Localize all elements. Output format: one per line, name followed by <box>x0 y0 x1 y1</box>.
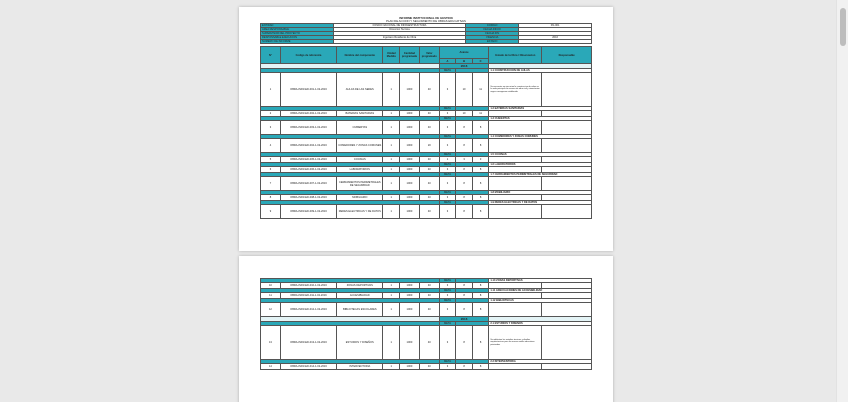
row-number: 8 <box>261 195 281 201</box>
table-row <box>261 177 592 191</box>
row-number: 5 <box>261 157 281 163</box>
col-subheader: A <box>439 59 456 64</box>
row-component-name: CERRAMIENTOS PERIMETRALES DE SEGURIDAD <box>337 177 383 191</box>
row-observation <box>489 364 542 370</box>
row-code: OBRA-INFR-ED-013-1-02-2016 <box>280 326 336 360</box>
table-header-row <box>261 47 592 59</box>
row-progress-a: 3 <box>439 167 456 173</box>
row-value: 40 <box>419 293 439 299</box>
row-quantity: 1000 <box>400 303 420 317</box>
group-tag: META <box>439 135 456 139</box>
row-code: OBRA-INFR-ED-012-1-02-2016 <box>280 303 336 317</box>
header-label: AREA RESPONSABLE <box>261 28 334 32</box>
header-value: 2016 <box>519 36 592 40</box>
group-label: 2.2 INTERVENTORIA <box>489 360 592 364</box>
row-progress-b: 10 <box>456 111 473 117</box>
row-component-name: COMEDORES Y ZONAS COMUNES <box>337 139 383 153</box>
row-progress-b: 8 <box>456 205 473 219</box>
row-component-name: AULAS DE LAS SEDES <box>337 73 383 107</box>
header-value <box>519 40 592 44</box>
row-value: 40 <box>419 157 439 163</box>
row-unit: 1 <box>383 283 400 289</box>
header-value: Ingeniero Residente de Obra <box>333 36 465 40</box>
row-component-name: LABORATORIOS <box>337 167 383 173</box>
row-quantity: 1000 <box>400 205 420 219</box>
row-progress-c: 3 <box>472 157 489 163</box>
spreadsheet-sheet <box>260 278 592 370</box>
header-label: FECHA INICIO <box>466 28 519 32</box>
row-value: 40 <box>419 195 439 201</box>
row-number: 13 <box>261 326 281 360</box>
table-body <box>261 69 592 219</box>
row-quantity: 1000 <box>400 73 420 107</box>
header-label: ESTADO <box>466 40 519 44</box>
row-value: 40 <box>419 111 439 117</box>
group-tag: META <box>439 153 456 157</box>
group-label: 1.5 COCINAS <box>489 153 592 157</box>
row-unit: 1 <box>383 326 400 360</box>
row-progress-b: 8 <box>456 326 473 360</box>
table-row <box>261 139 592 153</box>
group-label: 1.1 CONSTRUCCION DE AULAS <box>489 69 592 73</box>
row-responsible <box>542 139 592 153</box>
row-value: 20 <box>419 139 439 153</box>
row-unit: 1 <box>383 205 400 219</box>
header-row <box>261 40 592 44</box>
row-progress-c: 8 <box>472 139 489 153</box>
row-number: 14 <box>261 364 281 370</box>
row-number: 6 <box>261 167 281 173</box>
row-value: 40 <box>419 283 439 289</box>
row-number: 2 <box>261 111 281 117</box>
table-row <box>261 326 592 360</box>
row-code: OBRA-INFR-ED-006-1-02-2016 <box>280 167 336 173</box>
group-tag: META <box>439 299 456 303</box>
group-tag: META <box>439 107 456 111</box>
row-progress-c: 8 <box>472 177 489 191</box>
col-header: Unidad Medida <box>383 47 400 64</box>
row-unit: 1 <box>383 167 400 173</box>
row-quantity: 1000 <box>400 121 420 135</box>
row-observation <box>489 205 542 219</box>
row-observation: Se encuentra en ejecucion la construccion de aulas en la sede principal con avance de obra civil y cimentacion segun cronograma establecido <box>489 73 542 107</box>
row-component-name: COCINAS <box>337 157 383 163</box>
row-progress-b: 8 <box>456 364 473 370</box>
row-progress-b: 8 <box>456 167 473 173</box>
data-table <box>260 46 592 219</box>
row-quantity: 1000 <box>400 157 420 163</box>
document-header <box>260 17 592 44</box>
row-responsible <box>542 121 592 135</box>
row-number: 12 <box>261 303 281 317</box>
row-progress-a: 3 <box>439 283 456 289</box>
row-value: 40 <box>419 364 439 370</box>
group-tag: META <box>439 173 456 177</box>
row-quantity: 1000 <box>400 293 420 299</box>
row-progress-b: 8 <box>456 195 473 201</box>
row-responsible <box>542 205 592 219</box>
table-row <box>261 73 592 107</box>
row-quantity: 1000 <box>400 364 420 370</box>
group-label: 1.9 REDES ELECTRICAS Y DE DATOS <box>489 201 592 205</box>
group-label: 1.12 BIBLIOTECAS <box>489 299 592 303</box>
group-tag: META <box>439 322 456 326</box>
document-page-1 <box>239 7 613 251</box>
col-header: Nombre del componente <box>337 47 383 64</box>
row-unit: 1 <box>383 293 400 299</box>
row-progress-c: 11 <box>472 73 489 107</box>
row-progress-a: 3 <box>439 139 456 153</box>
row-responsible <box>542 177 592 191</box>
row-unit: 1 <box>383 195 400 201</box>
year-label: 2016 <box>439 64 489 69</box>
row-progress-b: 8 <box>456 293 473 299</box>
header-value: FN-001 <box>519 24 592 28</box>
table-row <box>261 205 592 219</box>
row-component-name: ZONAS DEPORTIVAS <box>337 283 383 289</box>
group-label: 1.7 CERRAMIENTOS PERIMETRALES DE SEGURIDAD <box>489 173 592 177</box>
header-label: VIGENCIA <box>466 36 519 40</box>
row-number: 3 <box>261 121 281 135</box>
row-component-name: BATERIAS SANITARIAS <box>337 111 383 117</box>
group-label: 1.8 MOBILIARIO <box>489 191 592 195</box>
row-value: 40 <box>419 73 439 107</box>
col-header: N° <box>261 47 281 64</box>
row-value: 40 <box>419 205 439 219</box>
row-progress-a: 3 <box>439 111 456 117</box>
row-progress-a: 3 <box>439 293 456 299</box>
row-code: OBRA-INFR-ED-014-1-02-2016 <box>280 364 336 370</box>
row-number: 1 <box>261 73 281 107</box>
group-tag: META <box>439 360 456 364</box>
row-progress-c: 8 <box>472 283 489 289</box>
row-component-name: REDES ELECTRICAS Y DE DATOS <box>337 205 383 219</box>
row-number: 7 <box>261 177 281 191</box>
group-label: 1.3 CUBIERTAS <box>489 117 592 121</box>
header-label: ENTIDAD <box>261 24 334 28</box>
row-quantity: 1000 <box>400 111 420 117</box>
spreadsheet-sheet <box>260 17 592 219</box>
group-tag: META <box>439 163 456 167</box>
row-code: OBRA-INFR-ED-001-1-02-2016 <box>280 73 336 107</box>
row-value: 40 <box>419 121 439 135</box>
table-row <box>261 121 592 135</box>
group-label: 1.11 ADECUACIONES DE ACCESIBILIDAD <box>489 289 592 293</box>
group-label: 1.4 COMEDORES Y ZONAS COMUNES <box>489 135 592 139</box>
row-component-name: BIBLIOTECAS ESCOLARES <box>337 303 383 317</box>
col-header: Avance <box>439 47 489 59</box>
row-progress-c: 8 <box>472 205 489 219</box>
row-progress-a: 3 <box>439 205 456 219</box>
group-tag: META <box>439 201 456 205</box>
row-observation: Se adelantan los estudios tecnicos y diseños arquitectonicos para las nuevas sedes educativas priorizadas <box>489 326 542 360</box>
row-quantity: 1000 <box>400 283 420 289</box>
row-unit: 1 <box>383 121 400 135</box>
table-body <box>261 279 592 370</box>
row-code: OBRA-INFR-ED-003-1-02-2016 <box>280 121 336 135</box>
row-progress-b: 8 <box>456 121 473 135</box>
row-progress-c: 8 <box>472 293 489 299</box>
group-tag: META <box>439 279 456 283</box>
group-label: 1.2 BATERIAS SANITARIAS <box>489 107 592 111</box>
col-subheader: B <box>456 59 473 64</box>
header-label: SUPERVISOR DEL PROYECTO <box>261 32 334 36</box>
row-number: 9 <box>261 205 281 219</box>
row-progress-a: 3 <box>439 177 456 191</box>
header-value <box>333 40 465 44</box>
row-progress-a: 3 <box>439 121 456 135</box>
row-unit: 1 <box>383 111 400 117</box>
row-progress-c: 8 <box>472 326 489 360</box>
row-code: OBRA-INFR-ED-005-1-02-2016 <box>280 157 336 163</box>
row-progress-c: 8 <box>472 364 489 370</box>
row-progress-a: 3 <box>439 195 456 201</box>
row-component-name: ESTUDIOS Y DISEÑOS <box>337 326 383 360</box>
row-observation <box>489 121 542 135</box>
year-label: 2016 <box>439 317 489 322</box>
row-component-name: ACCESIBILIDAD <box>337 293 383 299</box>
row-code: OBRA-INFR-ED-010-1-02-2016 <box>280 283 336 289</box>
row-number: 11 <box>261 293 281 299</box>
row-unit: 1 <box>383 73 400 107</box>
row-progress-b: 3 <box>456 157 473 163</box>
document-page-2 <box>239 256 613 402</box>
row-code: OBRA-INFR-ED-008-1-02-2016 <box>280 195 336 201</box>
table-row <box>261 303 592 317</box>
row-unit: 1 <box>383 139 400 153</box>
col-header: Responsable <box>542 47 592 64</box>
group-label: 1.10 ZONAS DEPORTIVAS <box>489 279 592 283</box>
row-value: 40 <box>419 326 439 360</box>
row-observation <box>489 177 542 191</box>
row-unit: 1 <box>383 364 400 370</box>
row-progress-b: 8 <box>456 139 473 153</box>
row-number: 10 <box>261 283 281 289</box>
header-label: FECHA FIN <box>466 32 519 36</box>
header-label: RESPONSABLE EJECUCION <box>261 36 334 40</box>
header-label: NUMERO DE INFORME <box>261 40 334 44</box>
row-observation <box>489 303 542 317</box>
group-tag: META <box>439 191 456 195</box>
row-responsible <box>542 364 592 370</box>
row-quantity: 1000 <box>400 139 420 153</box>
col-header: Codigo de referencia <box>280 47 336 64</box>
table-row <box>261 364 592 370</box>
row-responsible <box>542 73 592 107</box>
scrollbar-thumb[interactable] <box>840 8 846 46</box>
row-quantity: 1000 <box>400 326 420 360</box>
row-progress-b: 8 <box>456 177 473 191</box>
row-progress-a: 3 <box>439 326 456 360</box>
row-progress-a: 3 <box>439 303 456 317</box>
row-progress-b: 10 <box>456 73 473 107</box>
row-unit: 1 <box>383 303 400 317</box>
row-progress-c: 11 <box>472 111 489 117</box>
row-progress-b: 8 <box>456 283 473 289</box>
col-header: Valor programado <box>419 47 439 64</box>
row-observation <box>489 139 542 153</box>
row-code: OBRA-INFR-ED-002-1-02-2016 <box>280 111 336 117</box>
col-header: Estado de la Obra / Observacion <box>489 47 542 64</box>
row-progress-c: 8 <box>472 195 489 201</box>
row-component-name: CUBIERTAS <box>337 121 383 135</box>
row-value: 40 <box>419 167 439 173</box>
row-value: 40 <box>419 177 439 191</box>
row-progress-c: 8 <box>472 303 489 317</box>
row-responsible <box>542 326 592 360</box>
row-progress-c: 8 <box>472 121 489 135</box>
group-tag: META <box>439 117 456 121</box>
row-responsible <box>542 303 592 317</box>
row-quantity: 1000 <box>400 167 420 173</box>
row-progress-b: 8 <box>456 303 473 317</box>
document-subtitle: PLAN DE ACCION Y SEGUIMIENTO DE OBRAS EDUCATIVAS <box>386 20 466 23</box>
document-title: INFORME INSTITUCIONAL DE GESTION <box>399 17 453 20</box>
header-label: CODIGO <box>466 24 519 28</box>
group-tag: META <box>439 289 456 293</box>
group-label: 2.1 ESTUDIOS Y DISEÑOS <box>489 322 592 326</box>
row-code: OBRA-INFR-ED-004-1-02-2016 <box>280 139 336 153</box>
group-label: 1.6 LABORATORIOS <box>489 163 592 167</box>
group-tag: META <box>439 69 456 73</box>
row-code: OBRA-INFR-ED-007-1-02-2016 <box>280 177 336 191</box>
row-number: 4 <box>261 139 281 153</box>
header-value: Direccion Tecnica <box>333 28 465 32</box>
data-table <box>260 278 592 370</box>
row-unit: 1 <box>383 177 400 191</box>
col-subheader: C <box>472 59 489 64</box>
row-value: 40 <box>419 303 439 317</box>
col-header: Cantidad programada <box>400 47 420 64</box>
row-progress-c: 8 <box>472 167 489 173</box>
row-quantity: 1000 <box>400 195 420 201</box>
header-value: FONDO NACIONAL DE INFRAESTRUCTURA <box>333 24 465 28</box>
row-code: OBRA-INFR-ED-009-1-02-2016 <box>280 205 336 219</box>
row-component-name: MOBILIARIO <box>337 195 383 201</box>
row-code: OBRA-INFR-ED-011-1-02-2016 <box>280 293 336 299</box>
row-quantity: 1000 <box>400 177 420 191</box>
row-progress-a: 1 <box>439 157 456 163</box>
vertical-scrollbar[interactable] <box>836 0 848 402</box>
row-progress-a: 3 <box>439 73 456 107</box>
row-progress-a: 3 <box>439 364 456 370</box>
row-unit: 1 <box>383 157 400 163</box>
row-component-name: INTERVENTORIA <box>337 364 383 370</box>
